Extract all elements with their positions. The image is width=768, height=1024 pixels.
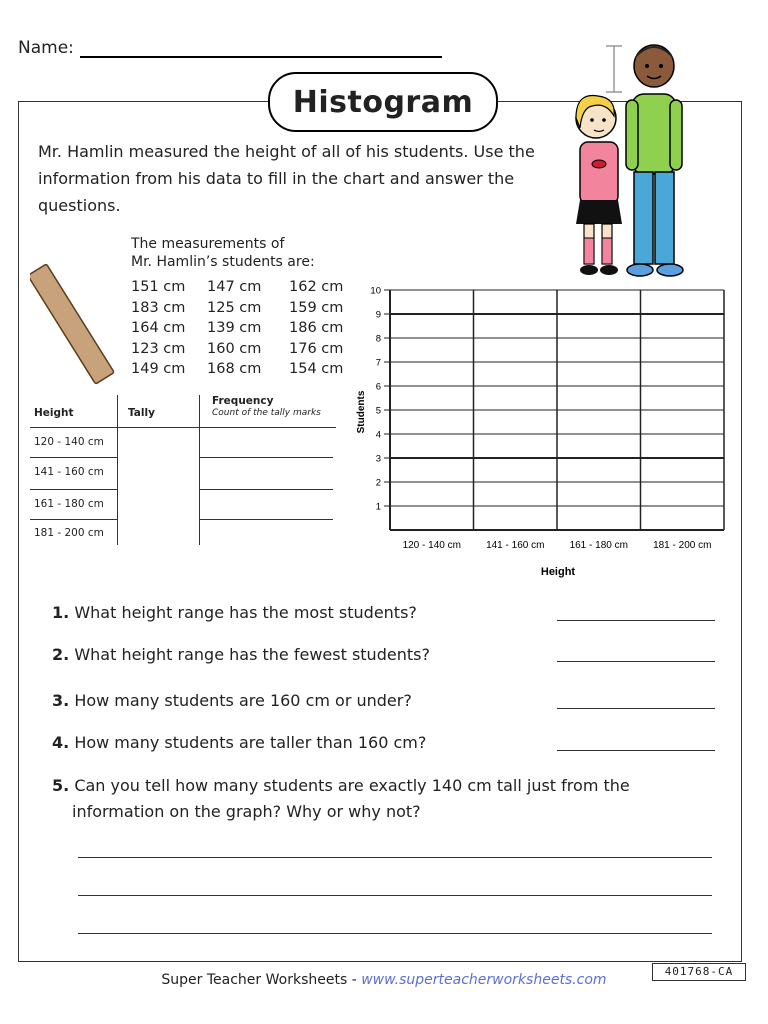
measurement-value: 176 cm <box>289 340 344 357</box>
x-category-label: 120 - 140 cm <box>402 540 461 551</box>
table-row: 181 - 200 cm <box>34 527 104 539</box>
x-category-label: 141 - 160 cm <box>486 540 545 551</box>
column-frequency: Frequency <box>212 395 274 407</box>
table-row: 141 - 160 cm <box>34 466 104 478</box>
write-line-3[interactable] <box>78 933 712 934</box>
measurement-value: 162 cm <box>289 279 344 295</box>
measurement-value: 147 cm <box>207 279 262 295</box>
write-line-1[interactable] <box>78 857 712 858</box>
measurement-value: 139 cm <box>207 320 262 336</box>
measurement-value: 159 cm <box>289 299 344 316</box>
y-tick-label: 5 <box>375 405 381 417</box>
column-frequency-note: Count of the tally marks <box>212 408 321 418</box>
question-4: 4. How many students are taller than 160 cm? <box>52 733 427 752</box>
y-tick-label: 8 <box>375 333 381 345</box>
intro-text: Mr. Hamlin measured the height of all of his students. Use the information from his data to fill in the chart and answer the questions. <box>38 142 535 215</box>
measurement-value: 125 cm <box>207 299 262 316</box>
name-label: Name: <box>18 38 74 58</box>
chart-grid <box>390 290 724 530</box>
x-category-label: 161 - 180 cm <box>569 540 628 551</box>
tally-table-header <box>30 395 336 428</box>
measurements-title: The measurements of Mr. Hamlin’s students are: <box>131 236 315 270</box>
question-3: 3. How many students are 160 cm or under? <box>52 691 412 710</box>
measurement-value: 149 cm <box>131 361 186 377</box>
measurement-value: 160 cm <box>207 340 262 357</box>
y-tick-label: 9 <box>375 309 381 321</box>
table-row: 120 - 140 cm <box>34 436 104 448</box>
y-tick-label: 6 <box>375 381 381 393</box>
measurement-value: 151 cm <box>131 279 186 295</box>
tally-table <box>30 395 336 545</box>
x-axis-label: Height <box>540 566 576 578</box>
question-1: 1. What height range has the most students? <box>52 603 417 622</box>
footer: Super Teacher Worksheets - www.superteacherworksheets.com <box>161 972 607 988</box>
name-input-line[interactable] <box>80 56 442 58</box>
x-axis-categories <box>403 540 712 551</box>
y-tick-label: 3 <box>375 453 381 465</box>
worksheet-code: 401768-CA <box>652 963 746 981</box>
x-category-label: 181 - 200 cm <box>653 540 712 551</box>
students-illustration <box>562 40 692 282</box>
y-tick-label: 2 <box>375 477 381 489</box>
page-title: Histogram <box>268 72 498 132</box>
measurement-value: 164 cm <box>131 320 186 336</box>
question-5-continued: information on the graph? Why or why not? <box>72 802 421 821</box>
write-line-2[interactable] <box>78 895 712 896</box>
y-axis-label: Students <box>356 390 367 434</box>
measurements-list <box>131 278 361 379</box>
measurement-value: 183 cm <box>131 299 186 316</box>
y-axis-ticks <box>370 286 390 513</box>
column-tally: Tally <box>128 407 155 419</box>
answer-line-4[interactable] <box>557 750 715 751</box>
table-row: 161 - 180 cm <box>34 498 104 510</box>
measurement-value: 186 cm <box>289 320 344 336</box>
answer-line-1[interactable] <box>557 620 715 621</box>
y-tick-label: 7 <box>375 357 381 369</box>
measurement-value: 154 cm <box>289 361 344 377</box>
footer-link[interactable]: www.superteacherworksheets.com <box>361 972 607 988</box>
y-tick-label: 1 <box>375 501 381 513</box>
answer-line-3[interactable] <box>557 708 715 709</box>
ruler-icon <box>30 258 126 388</box>
y-tick-label: 4 <box>375 429 381 441</box>
question-5: 5. Can you tell how many students are exactly 140 cm tall just from the <box>52 776 630 795</box>
column-height: Height <box>34 407 74 419</box>
question-2: 2. What height range has the fewest students? <box>52 645 430 664</box>
answer-line-2[interactable] <box>557 661 715 662</box>
measurement-value: 123 cm <box>131 340 186 357</box>
histogram-chart <box>348 280 728 580</box>
y-tick-label: 10 <box>370 285 381 297</box>
measurement-value: 168 cm <box>207 361 262 377</box>
